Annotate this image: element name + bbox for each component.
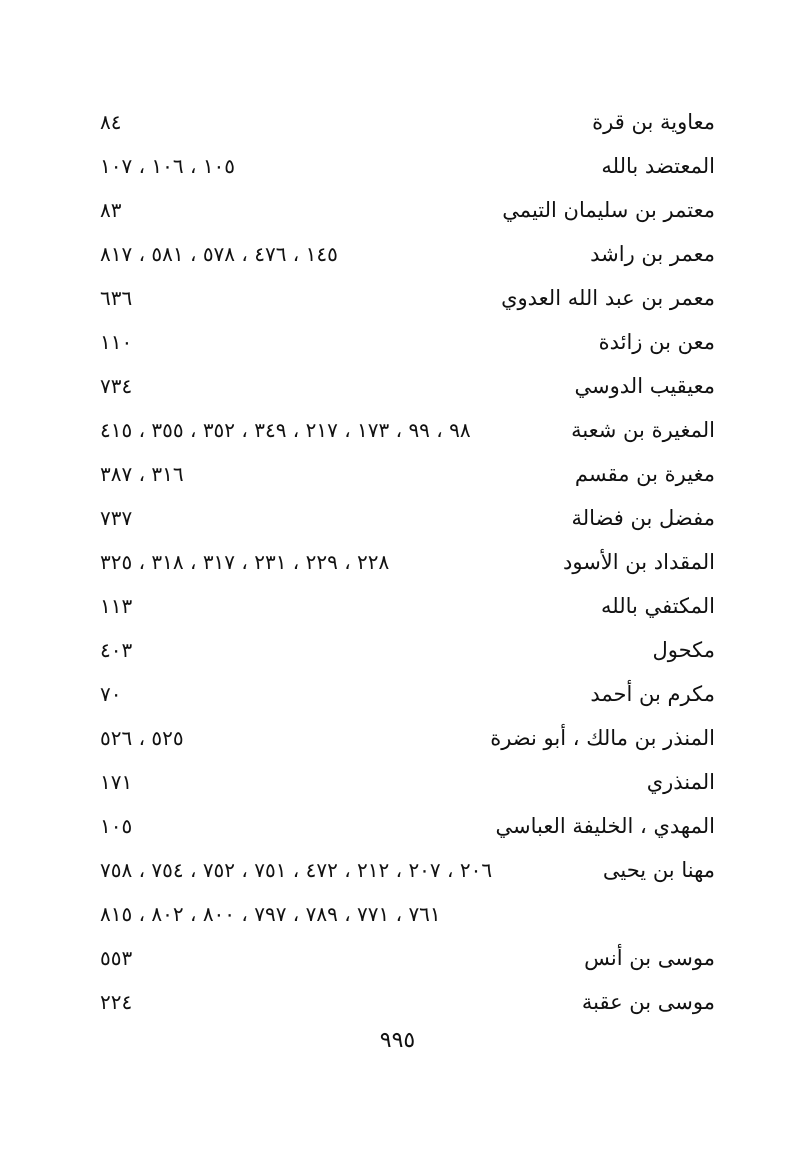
entry-page-refs: ١٠٥ bbox=[100, 814, 133, 838]
index-entry bbox=[95, 676, 715, 720]
index-entry bbox=[95, 764, 715, 808]
index-entry bbox=[95, 940, 715, 984]
entry-name: المنذر بن مالك ، أبو نضرة bbox=[490, 726, 715, 750]
entry-name: المكتفي بالله bbox=[601, 594, 715, 618]
entry-page-refs: ٨٤ bbox=[100, 110, 122, 134]
name-index-list bbox=[95, 104, 715, 1028]
entry-page-refs: ١١٣ bbox=[100, 594, 133, 618]
entry-name: مهنا بن يحيى bbox=[602, 858, 715, 882]
entry-page-refs: ٦٣٦ bbox=[100, 286, 133, 310]
entry-name: مفضل بن فضالة bbox=[571, 506, 715, 530]
entry-page-refs: ٧٦١ ، ٧٧١ ، ٧٨٩ ، ٧٩٧ ، ٨٠٠ ، ٨٠٢ ، ٨١٥ bbox=[100, 902, 441, 926]
index-entry bbox=[95, 984, 715, 1028]
entry-name: موسى بن عقبة bbox=[581, 990, 715, 1014]
entry-page-refs: ٢٢٤ bbox=[100, 990, 133, 1014]
index-entry bbox=[95, 236, 715, 280]
index-entry bbox=[95, 808, 715, 852]
entry-name: معاوية بن قرة bbox=[592, 110, 715, 134]
index-entry bbox=[95, 280, 715, 324]
page-number: ٩٩٥ bbox=[379, 1028, 416, 1053]
index-entry bbox=[95, 368, 715, 412]
entry-name: مكحول bbox=[652, 638, 715, 662]
entry-name: معن بن زائدة bbox=[598, 330, 715, 354]
entry-name: معيقيب الدوسي bbox=[574, 374, 715, 398]
entry-page-refs: ١١٠ bbox=[100, 330, 133, 354]
entry-page-refs: ٧٣٧ bbox=[100, 506, 133, 530]
entry-name: معمر بن راشد bbox=[590, 242, 715, 266]
entry-name: معمر بن عبد الله العدوي bbox=[501, 286, 715, 310]
index-entry bbox=[95, 632, 715, 676]
index-entry bbox=[95, 852, 715, 896]
entry-name: المنذري bbox=[646, 770, 715, 794]
entry-page-refs: ٩٨ ، ٩٩ ، ١٧٣ ، ٢١٧ ، ٣٤٩ ، ٣٥٢ ، ٣٥٥ ، ٤١٥ bbox=[100, 418, 471, 442]
entry-page-refs: ١٠٥ ، ١٠٦ ، ١٠٧ bbox=[100, 154, 236, 178]
index-entry bbox=[95, 544, 715, 588]
index-entry bbox=[95, 500, 715, 544]
entry-name: المقداد بن الأسود bbox=[563, 550, 715, 574]
entry-page-refs: ٧٣٤ bbox=[100, 374, 133, 398]
entry-page-refs: ١٧١ bbox=[100, 770, 133, 794]
entry-page-refs: ٥٢٥ ، ٥٢٦ bbox=[100, 726, 184, 750]
entry-name: مغيرة بن مقسم bbox=[574, 462, 715, 486]
index-entry bbox=[95, 588, 715, 632]
entry-page-refs: ٢٠٦ ، ٢٠٧ ، ٢١٢ ، ٤٧٢ ، ٧٥١ ، ٧٥٢ ، ٧٥٤ ، ٧٥٨ bbox=[100, 858, 493, 882]
entry-name: موسى بن أنس bbox=[584, 946, 715, 970]
entry-name: المغيرة بن شعبة bbox=[571, 418, 715, 442]
entry-name: المعتضد بالله bbox=[601, 154, 715, 178]
index-entry bbox=[95, 456, 715, 500]
index-entry bbox=[95, 192, 715, 236]
entry-page-refs: ٨٣ bbox=[100, 198, 122, 222]
index-entry bbox=[95, 104, 715, 148]
entry-page-refs: ٥٥٣ bbox=[100, 946, 133, 970]
entry-page-refs: ٧٠ bbox=[100, 682, 122, 706]
index-entry bbox=[95, 148, 715, 192]
entry-name: مكرم بن أحمد bbox=[590, 682, 715, 706]
entry-page-refs: ٤٠٣ bbox=[100, 638, 133, 662]
entry-page-refs: ٢٢٨ ، ٢٢٩ ، ٢٣١ ، ٣١٧ ، ٣١٨ ، ٣٢٥ bbox=[100, 550, 390, 574]
index-entry bbox=[95, 412, 715, 456]
index-entry bbox=[95, 324, 715, 368]
index-entry-continuation bbox=[95, 896, 715, 940]
entry-page-refs: ٣١٦ ، ٣٨٧ bbox=[100, 462, 184, 486]
index-entry bbox=[95, 720, 715, 764]
entry-name: المهدي ، الخليفة العباسي bbox=[495, 814, 715, 838]
entry-page-refs: ١٤٥ ، ٤٧٦ ، ٥٧٨ ، ٥٨١ ، ٨١٧ bbox=[100, 242, 338, 266]
entry-name: معتمر بن سليمان التيمي bbox=[502, 198, 715, 222]
